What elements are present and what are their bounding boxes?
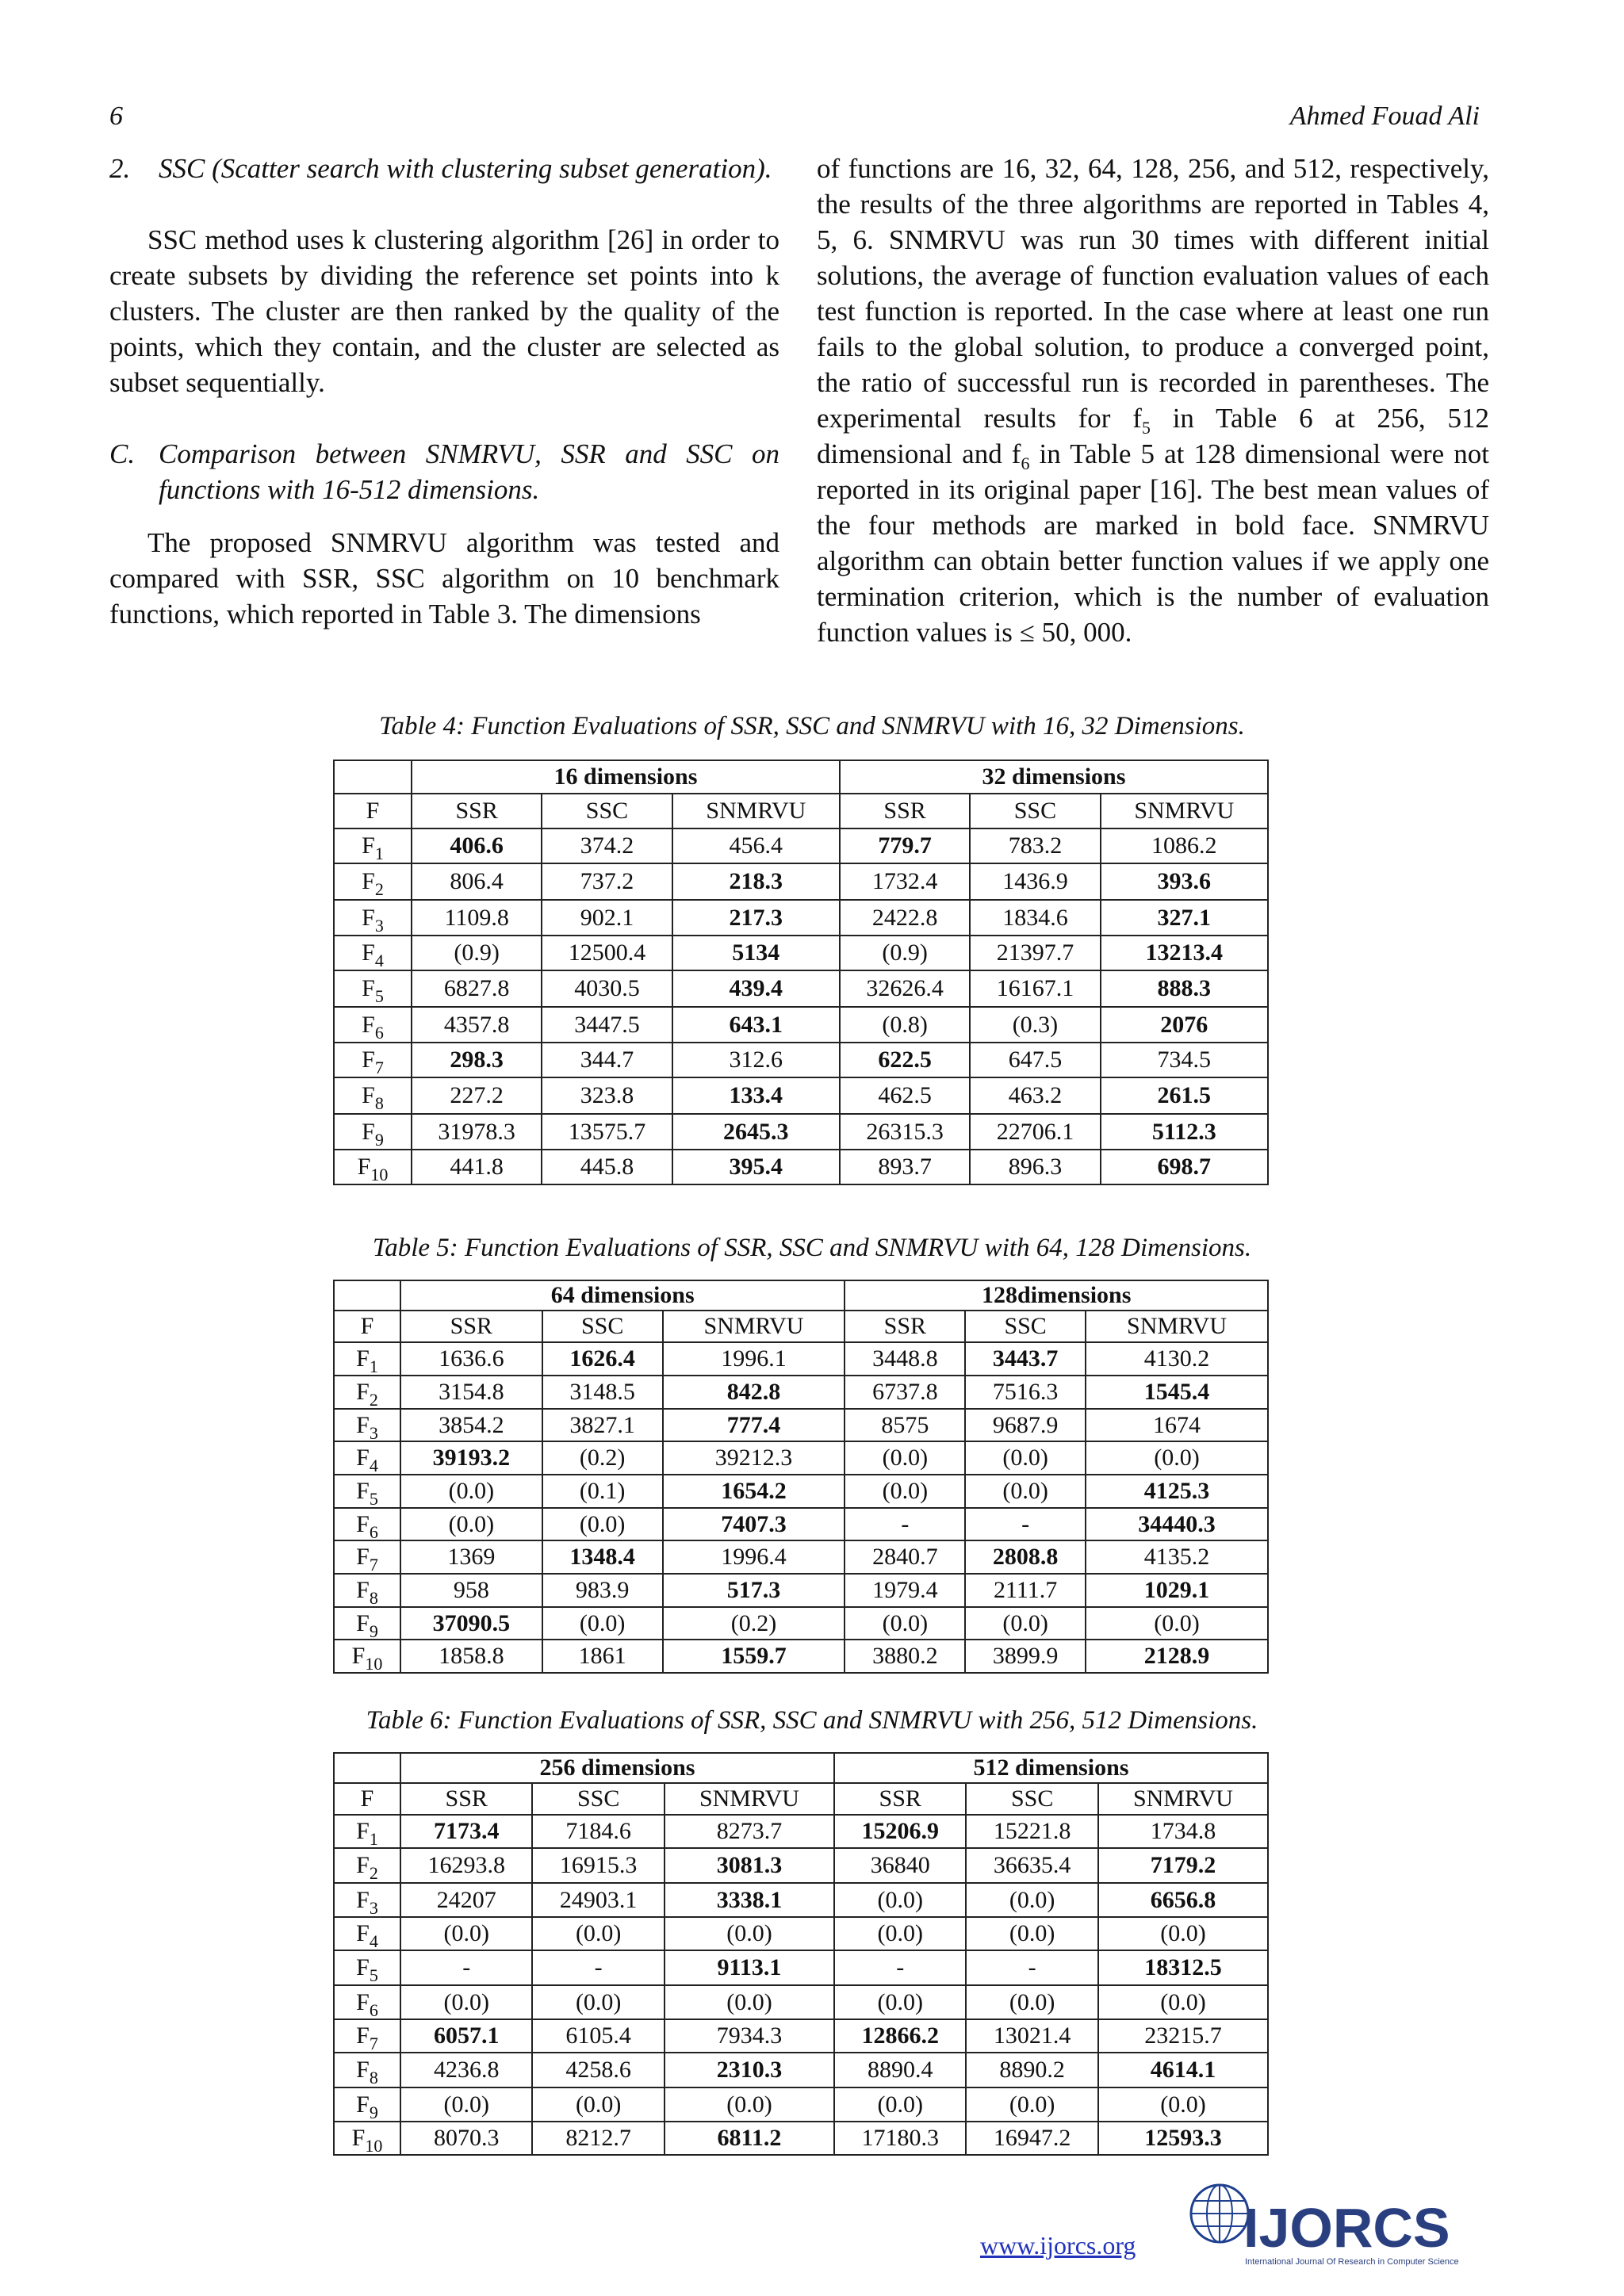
table-cell: 218.3 bbox=[672, 863, 840, 900]
table-cell: (0.0) bbox=[532, 1985, 664, 2019]
function-label: $F_2$ bbox=[334, 863, 412, 900]
table-cell: 4258.6 bbox=[532, 2053, 664, 2087]
table-cell: 26315.3 bbox=[840, 1114, 970, 1150]
table-cell: 1996.1 bbox=[663, 1342, 845, 1376]
table-cell: 133.4 bbox=[672, 1077, 840, 1114]
table-row bbox=[334, 1607, 1268, 1640]
list-number: 2. bbox=[109, 153, 131, 184]
table-cell: 16293.8 bbox=[400, 1848, 532, 1883]
table-cell: 983.9 bbox=[542, 1574, 663, 1607]
table-cell: 3880.2 bbox=[845, 1640, 965, 1673]
paragraph-comparison: The proposed SNMRVU algorithm was tested and compared with SSR, SSC algorithm on 10 benchmark functions, which reported in Table 3. The dimensions bbox=[109, 527, 779, 629]
section-heading-c bbox=[109, 436, 779, 507]
function-label: $F_6$ bbox=[334, 1985, 400, 2019]
table-cell: 734.5 bbox=[1101, 1043, 1268, 1077]
column-header: SSC bbox=[542, 1311, 663, 1342]
table-cell: 8575 bbox=[845, 1409, 965, 1441]
column-header: SSR bbox=[412, 794, 542, 828]
table-cell: 8212.7 bbox=[532, 2122, 664, 2155]
table-cell: 1559.7 bbox=[663, 1640, 845, 1673]
table-row bbox=[334, 1508, 1268, 1540]
table-cell: 842.8 bbox=[663, 1376, 845, 1409]
table-cell: (0.0) bbox=[542, 1508, 663, 1540]
table-cell: (0.0) bbox=[834, 1985, 966, 2019]
table-cell: 888.3 bbox=[1101, 970, 1268, 1007]
table-cell: (0.1) bbox=[542, 1475, 663, 1508]
table-cell: 1979.4 bbox=[845, 1574, 965, 1607]
table-cell: 12500.4 bbox=[542, 936, 672, 970]
function-label: $F_8$ bbox=[334, 2053, 400, 2087]
table-row bbox=[334, 1640, 1268, 1673]
table-cell: (0.9) bbox=[412, 936, 542, 970]
table-row bbox=[334, 1150, 1268, 1184]
table-cell: 8070.3 bbox=[400, 2122, 532, 2155]
table-cell: 7516.3 bbox=[965, 1376, 1086, 1409]
function-label: $F_5$ bbox=[334, 1475, 400, 1508]
logo-wordmark: IJORCS bbox=[1243, 2197, 1450, 2259]
table-row bbox=[334, 970, 1268, 1007]
table-5 bbox=[333, 1280, 1269, 1674]
function-label: $F_7$ bbox=[334, 2019, 400, 2053]
table-cell: 4135.2 bbox=[1086, 1540, 1268, 1574]
table-cell: (0.0) bbox=[665, 2087, 834, 2122]
table-cell: 445.8 bbox=[542, 1150, 672, 1184]
function-label: $F_9$ bbox=[334, 2087, 400, 2122]
table-cell: 902.1 bbox=[542, 900, 672, 936]
table-cell: 298.3 bbox=[412, 1043, 542, 1077]
table-cell: - bbox=[834, 1950, 966, 1985]
group-header: 512 dimensions bbox=[834, 1753, 1268, 1783]
table-row bbox=[334, 2019, 1268, 2053]
table-cell: 37090.5 bbox=[400, 1607, 542, 1640]
table-cell: - bbox=[965, 1508, 1086, 1540]
table-cell: (0.0) bbox=[542, 1607, 663, 1640]
table-cell: 2111.7 bbox=[965, 1574, 1086, 1607]
table-cell: (0.0) bbox=[532, 2087, 664, 2122]
table-cell: 23215.7 bbox=[1098, 2019, 1268, 2053]
table-cell: 2840.7 bbox=[845, 1540, 965, 1574]
table-cell: 22706.1 bbox=[970, 1114, 1100, 1150]
table-cell: 7184.6 bbox=[532, 1815, 664, 1848]
function-label: $F_1$ bbox=[334, 828, 412, 863]
table-cell: 34440.3 bbox=[1086, 1508, 1268, 1540]
group-header: 256 dimensions bbox=[400, 1753, 834, 1783]
table-6-caption: Table 6: Function Evaluations of SSR, SSC and SNMRVU with 256, 512 Dimensions. bbox=[366, 1706, 1258, 1735]
table-cell: 2310.3 bbox=[665, 2053, 834, 2087]
table-cell: 217.3 bbox=[672, 900, 840, 936]
table-row bbox=[334, 1409, 1268, 1441]
table-cell: 517.3 bbox=[663, 1574, 845, 1607]
table-row bbox=[334, 1441, 1268, 1475]
table-cell: 1029.1 bbox=[1086, 1574, 1268, 1607]
table-cell: 777.4 bbox=[663, 1409, 845, 1441]
globe-icon bbox=[1191, 2185, 1248, 2242]
column-header: SNMRVU bbox=[665, 1783, 834, 1815]
function-label: $F_9$ bbox=[334, 1114, 412, 1150]
table-cell: 2645.3 bbox=[672, 1114, 840, 1150]
column-header: SSC bbox=[965, 1311, 1086, 1342]
table-cell: 24207 bbox=[400, 1883, 532, 1917]
table-cell: 4357.8 bbox=[412, 1007, 542, 1043]
table-row bbox=[334, 1883, 1268, 1917]
table-cell: (0.0) bbox=[400, 1985, 532, 2019]
table-cell: 13575.7 bbox=[542, 1114, 672, 1150]
table-row bbox=[334, 1540, 1268, 1574]
group-header: 128dimensions bbox=[845, 1280, 1268, 1311]
table-cell: 4236.8 bbox=[400, 2053, 532, 2087]
table-cell: (0.0) bbox=[845, 1441, 965, 1475]
table-cell: 3443.7 bbox=[965, 1342, 1086, 1376]
table-cell: 9687.9 bbox=[965, 1409, 1086, 1441]
table-cell: 737.2 bbox=[542, 863, 672, 900]
table-cell: 622.5 bbox=[840, 1043, 970, 1077]
table-cell: 21397.7 bbox=[970, 936, 1100, 970]
table-cell: 17180.3 bbox=[834, 2122, 966, 2155]
column-header: SSC bbox=[532, 1783, 664, 1815]
column-header: F bbox=[334, 1783, 400, 1815]
paragraph-ssc-method: SSC method uses k clustering algorithm [26] in order to create subsets by dividing the reference set points into k clusters. The cluster are then ranked by the quality of the points, which they contain, and the cluster are selected as subset sequentially. bbox=[109, 224, 779, 398]
table-cell: (0.0) bbox=[1086, 1441, 1268, 1475]
table-cell: 1734.8 bbox=[1098, 1815, 1268, 1848]
group-header: 32 dimensions bbox=[840, 760, 1268, 794]
function-label: $F_4$ bbox=[334, 1917, 400, 1950]
table-cell: (0.0) bbox=[965, 1607, 1086, 1640]
column-header: SSR bbox=[834, 1783, 966, 1815]
group-header: 64 dimensions bbox=[400, 1280, 845, 1311]
table-row bbox=[334, 863, 1268, 900]
table-row bbox=[334, 1007, 1268, 1043]
table-row bbox=[334, 1985, 1268, 2019]
table-cell: 7407.3 bbox=[663, 1508, 845, 1540]
table-cell: (0.0) bbox=[1086, 1607, 1268, 1640]
table-cell: 3154.8 bbox=[400, 1376, 542, 1409]
table-cell: (0.0) bbox=[1098, 2087, 1268, 2122]
function-label: $F_3$ bbox=[334, 900, 412, 936]
table-cell: (0.0) bbox=[966, 1883, 1097, 1917]
table-cell: 1834.6 bbox=[970, 900, 1100, 936]
table-cell: (0.0) bbox=[665, 1985, 834, 2019]
table-cell: 779.7 bbox=[840, 828, 970, 863]
table-row bbox=[334, 1574, 1268, 1607]
table-cell: (0.0) bbox=[1098, 1917, 1268, 1950]
function-label: $F_3$ bbox=[334, 1883, 400, 1917]
table-cell: 406.6 bbox=[412, 828, 542, 863]
table-4 bbox=[333, 760, 1269, 1185]
table-cell: 323.8 bbox=[542, 1077, 672, 1114]
table-cell: (0.0) bbox=[532, 1917, 664, 1950]
table-5-caption: Table 5: Function Evaluations of SSR, SSC and SNMRVU with 64, 128 Dimensions. bbox=[372, 1234, 1252, 1262]
table-row bbox=[334, 2122, 1268, 2155]
column-header: F bbox=[334, 1311, 400, 1342]
function-label: $F_3$ bbox=[334, 1409, 400, 1441]
table-cell: (0.8) bbox=[840, 1007, 970, 1043]
table-cell: 344.7 bbox=[542, 1043, 672, 1077]
column-header: SNMRVU bbox=[663, 1311, 845, 1342]
table-cell: 1654.2 bbox=[663, 1475, 845, 1508]
table-cell: (0.0) bbox=[400, 1917, 532, 1950]
left-column bbox=[109, 151, 779, 632]
function-label: $F_{10}$ bbox=[334, 1150, 412, 1184]
table-row bbox=[334, 1114, 1268, 1150]
table-cell: 439.4 bbox=[672, 970, 840, 1007]
table-cell: 462.5 bbox=[840, 1077, 970, 1114]
table-row bbox=[334, 828, 1268, 863]
table-cell: 1674 bbox=[1086, 1409, 1268, 1441]
table-cell: 15206.9 bbox=[834, 1815, 966, 1848]
section-number: C. bbox=[109, 438, 136, 469]
ijorcs-logo bbox=[1182, 2179, 1483, 2274]
function-label: $F_7$ bbox=[334, 1540, 400, 1574]
function-label: $F_1$ bbox=[334, 1342, 400, 1376]
table-row bbox=[334, 936, 1268, 970]
function-label: $F_7$ bbox=[334, 1043, 412, 1077]
table-cell: 2808.8 bbox=[965, 1540, 1086, 1574]
table-cell: 227.2 bbox=[412, 1077, 542, 1114]
page-number: 6 bbox=[109, 101, 123, 131]
column-header: SSC bbox=[966, 1783, 1097, 1815]
table-cell: (0.0) bbox=[834, 1917, 966, 1950]
table-cell: 5112.3 bbox=[1101, 1114, 1268, 1150]
table-cell: 1109.8 bbox=[412, 900, 542, 936]
function-label: $F_6$ bbox=[334, 1508, 400, 1540]
column-header: SSR bbox=[400, 1783, 532, 1815]
table-cell: 1086.2 bbox=[1101, 828, 1268, 863]
right-column bbox=[817, 151, 1489, 650]
table-row bbox=[334, 1950, 1268, 1985]
table-cell: 3338.1 bbox=[665, 1883, 834, 1917]
function-label: $F_1$ bbox=[334, 1815, 400, 1848]
table-cell: 24903.1 bbox=[532, 1883, 664, 1917]
table-cell: 13021.4 bbox=[966, 2019, 1097, 2053]
table-cell: 13213.4 bbox=[1101, 936, 1268, 970]
table-cell: 456.4 bbox=[672, 828, 840, 863]
list-item-ssc bbox=[109, 151, 779, 186]
column-header: SNMRVU bbox=[1086, 1311, 1268, 1342]
table-cell: - bbox=[400, 1950, 532, 1985]
journal-link[interactable]: www.ijorcs.org bbox=[980, 2231, 1136, 2260]
table-cell: 6811.2 bbox=[665, 2122, 834, 2155]
table-cell: 6105.4 bbox=[532, 2019, 664, 2053]
table-cell: 1861 bbox=[542, 1640, 663, 1673]
table-cell: 1369 bbox=[400, 1540, 542, 1574]
column-header: SNMRVU bbox=[1098, 1783, 1268, 1815]
table-cell: 893.7 bbox=[840, 1150, 970, 1184]
column-header: SSR bbox=[840, 794, 970, 828]
table-row bbox=[334, 1917, 1268, 1950]
table-cell: 12866.2 bbox=[834, 2019, 966, 2053]
table-cell: 39193.2 bbox=[400, 1441, 542, 1475]
column-header: SSC bbox=[970, 794, 1100, 828]
table-row bbox=[334, 1815, 1268, 1848]
table-cell: 327.1 bbox=[1101, 900, 1268, 936]
column-header: SNMRVU bbox=[1101, 794, 1268, 828]
table-cell: 7179.2 bbox=[1098, 1848, 1268, 1883]
table-cell: 4614.1 bbox=[1098, 2053, 1268, 2087]
column-header: SSC bbox=[542, 794, 672, 828]
table-cell: - bbox=[966, 1950, 1097, 1985]
function-label: $F_9$ bbox=[334, 1607, 400, 1640]
table-cell: 1732.4 bbox=[840, 863, 970, 900]
table-cell: (0.0) bbox=[965, 1441, 1086, 1475]
table-cell: 643.1 bbox=[672, 1007, 840, 1043]
table-cell: 7934.3 bbox=[665, 2019, 834, 2053]
table-cell: 16167.1 bbox=[970, 970, 1100, 1007]
function-label: $F_4$ bbox=[334, 1441, 400, 1475]
table-4-caption: Table 4: Function Evaluations of SSR, SSC and SNMRVU with 16, 32 Dimensions. bbox=[379, 712, 1245, 740]
table-row bbox=[334, 1043, 1268, 1077]
table-cell: 1545.4 bbox=[1086, 1376, 1268, 1409]
section-title: Comparison between SNMRVU, SSR and SSC on functions with 16-512 dimensions. bbox=[159, 438, 779, 505]
table-cell: 3827.1 bbox=[542, 1409, 663, 1441]
table-cell: 441.8 bbox=[412, 1150, 542, 1184]
table-cell: (0.0) bbox=[965, 1475, 1086, 1508]
table-cell: 4030.5 bbox=[542, 970, 672, 1007]
table-cell: 7173.4 bbox=[400, 1815, 532, 1848]
table-cell: 647.5 bbox=[970, 1043, 1100, 1077]
table-cell: 9113.1 bbox=[665, 1950, 834, 1985]
table-cell: 3448.8 bbox=[845, 1342, 965, 1376]
table-cell: 3854.2 bbox=[400, 1409, 542, 1441]
table-cell: 5134 bbox=[672, 936, 840, 970]
table-cell: 2076 bbox=[1101, 1007, 1268, 1043]
table-cell: 261.5 bbox=[1101, 1077, 1268, 1114]
table-cell: 36635.4 bbox=[966, 1848, 1097, 1883]
table-cell: (0.0) bbox=[966, 1917, 1097, 1950]
function-label: $F_8$ bbox=[334, 1077, 412, 1114]
table-row bbox=[334, 2087, 1268, 2122]
table-cell: 39212.3 bbox=[663, 1441, 845, 1475]
table-row bbox=[334, 1848, 1268, 1883]
table-cell: - bbox=[532, 1950, 664, 1985]
table-cell: 18312.5 bbox=[1098, 1950, 1268, 1985]
column-header: SSR bbox=[400, 1311, 542, 1342]
table-cell: - bbox=[845, 1508, 965, 1540]
column-header: SNMRVU bbox=[672, 794, 840, 828]
table-cell: (0.0) bbox=[400, 2087, 532, 2122]
table-cell: 6827.8 bbox=[412, 970, 542, 1007]
table-cell: 3447.5 bbox=[542, 1007, 672, 1043]
table-cell: (0.0) bbox=[845, 1475, 965, 1508]
table-cell: 958 bbox=[400, 1574, 542, 1607]
table-cell: (0.2) bbox=[663, 1607, 845, 1640]
table-cell: (0.0) bbox=[665, 1917, 834, 1950]
table-row bbox=[334, 1376, 1268, 1409]
table-cell: (0.2) bbox=[542, 1441, 663, 1475]
table-cell: 1626.4 bbox=[542, 1342, 663, 1376]
function-label: $F_6$ bbox=[334, 1007, 412, 1043]
table-cell: 36840 bbox=[834, 1848, 966, 1883]
table-row bbox=[334, 1475, 1268, 1508]
table-cell: (0.0) bbox=[400, 1508, 542, 1540]
table-cell: 1436.9 bbox=[970, 863, 1100, 900]
table-cell: 374.2 bbox=[542, 828, 672, 863]
table-cell: 6737.8 bbox=[845, 1376, 965, 1409]
table-row bbox=[334, 1077, 1268, 1114]
table-cell: (0.0) bbox=[834, 2087, 966, 2122]
table-cell: 698.7 bbox=[1101, 1150, 1268, 1184]
table-cell: (0.0) bbox=[966, 2087, 1097, 2122]
group-header: 16 dimensions bbox=[412, 760, 840, 794]
table-cell: 32626.4 bbox=[840, 970, 970, 1007]
function-label: $F_8$ bbox=[334, 1574, 400, 1607]
table-cell: 2422.8 bbox=[840, 900, 970, 936]
table-cell: 8890.2 bbox=[966, 2053, 1097, 2087]
table-cell: 8273.7 bbox=[665, 1815, 834, 1848]
table-cell: 1996.4 bbox=[663, 1540, 845, 1574]
table-row bbox=[334, 2053, 1268, 2087]
table-cell: 463.2 bbox=[970, 1077, 1100, 1114]
function-label: $F_2$ bbox=[334, 1376, 400, 1409]
table-row bbox=[334, 1342, 1268, 1376]
function-label: $F_5$ bbox=[334, 1950, 400, 1985]
table-cell: 806.4 bbox=[412, 863, 542, 900]
table-cell: 395.4 bbox=[672, 1150, 840, 1184]
table-cell: 1636.6 bbox=[400, 1342, 542, 1376]
table-6 bbox=[333, 1752, 1269, 2156]
function-label: $F_4$ bbox=[334, 936, 412, 970]
table-cell: 6057.1 bbox=[400, 2019, 532, 2053]
table-cell: 393.6 bbox=[1101, 863, 1268, 900]
running-author: Ahmed Fouad Ali bbox=[1289, 101, 1480, 131]
function-label: $F_{10}$ bbox=[334, 2122, 400, 2155]
table-cell: (0.0) bbox=[1098, 1985, 1268, 2019]
column-header: SSR bbox=[845, 1311, 965, 1342]
table-cell: 16947.2 bbox=[966, 2122, 1097, 2155]
table-cell: 4130.2 bbox=[1086, 1342, 1268, 1376]
column-header: F bbox=[334, 794, 412, 828]
table-cell: 12593.3 bbox=[1098, 2122, 1268, 2155]
table-cell: 1858.8 bbox=[400, 1640, 542, 1673]
table-cell: 2128.9 bbox=[1086, 1640, 1268, 1673]
paragraph-results: of functions are 16, 32, 64, 128, 256, and 512, respectively, the results of the three algorithms are reported in Tables 4, 5, 6. SNMRVU was run 30 times with different initial solutions, the average of function evaluation values of each test function is reported. In the case where at least one run fails to the global solution, to produce a converged point, the ratio of successful run is recorded in parentheses. The experimental results for $f_5$ in Table 6 at 256, 512 dimensional and $f_6$ in Table 5 at 128 dimensional were not reported in its original paper [16]. The best mean values of the four methods are marked in bold face. SNMRVU algorithm can obtain better function values if we apply one termination criterion, which is the number of evaluation function values is ≤ 50, 000. bbox=[817, 153, 1490, 648]
table-cell: (0.9) bbox=[840, 936, 970, 970]
table-cell: 6656.8 bbox=[1098, 1883, 1268, 1917]
table-cell: (0.0) bbox=[966, 1985, 1097, 2019]
function-label: $F_{10}$ bbox=[334, 1640, 400, 1673]
function-label: $F_5$ bbox=[334, 970, 412, 1007]
table-cell: (0.0) bbox=[845, 1607, 965, 1640]
table-cell: (0.3) bbox=[970, 1007, 1100, 1043]
table-cell: 31978.3 bbox=[412, 1114, 542, 1150]
table-cell: 783.2 bbox=[970, 828, 1100, 863]
table-cell: 4125.3 bbox=[1086, 1475, 1268, 1508]
table-row bbox=[334, 900, 1268, 936]
table-cell: (0.0) bbox=[834, 1883, 966, 1917]
table-cell: 1348.4 bbox=[542, 1540, 663, 1574]
table-cell: 3899.9 bbox=[965, 1640, 1086, 1673]
table-cell: 8890.4 bbox=[834, 2053, 966, 2087]
table-cell: 312.6 bbox=[672, 1043, 840, 1077]
table-cell: 16915.3 bbox=[532, 1848, 664, 1883]
function-label: $F_2$ bbox=[334, 1848, 400, 1883]
table-cell: 3081.3 bbox=[665, 1848, 834, 1883]
table-cell: (0.0) bbox=[400, 1475, 542, 1508]
table-cell: 15221.8 bbox=[966, 1815, 1097, 1848]
table-cell: 3148.5 bbox=[542, 1376, 663, 1409]
logo-tagline: International Journal Of Research in Computer Science bbox=[1245, 2257, 1459, 2267]
list-text: SSC (Scatter search with clustering subset generation). bbox=[159, 153, 772, 184]
table-cell: 896.3 bbox=[970, 1150, 1100, 1184]
